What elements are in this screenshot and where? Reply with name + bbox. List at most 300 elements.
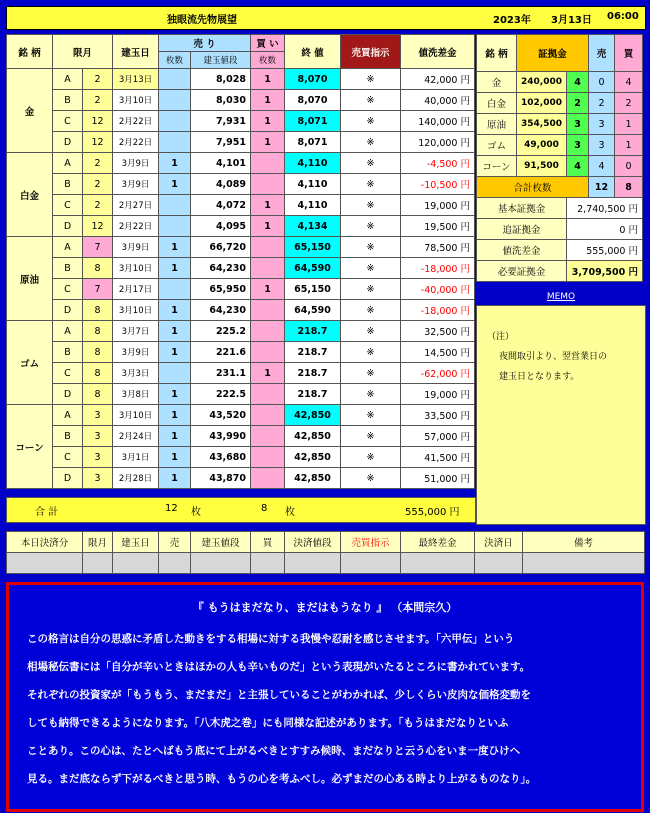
brand-name: 原油 xyxy=(7,237,53,321)
margin-buy: 2 xyxy=(615,93,643,114)
buy-qty xyxy=(251,300,285,321)
settlement-header: 限月 xyxy=(83,532,113,553)
sell-qty xyxy=(159,363,191,384)
memo-label: MEMO xyxy=(546,292,576,302)
contract-code: C xyxy=(53,111,83,132)
side-total-buy: 8 xyxy=(615,177,643,198)
memo-line-1: 夜間取引より、翌営業日の xyxy=(499,352,608,362)
quote-line: 相場秘伝書には「自分が辛いときはほかの人も辛いものだ」という表現がいたるところに書かれています。 xyxy=(27,661,531,673)
close-price: 42,850 xyxy=(285,468,341,489)
summary-value: 0 円 xyxy=(567,219,643,240)
contract-month: 12 xyxy=(83,111,113,132)
contract-code: D xyxy=(53,384,83,405)
settlement-header: 建玉値段 xyxy=(191,532,251,553)
margin-row xyxy=(477,72,643,93)
settlement-cell xyxy=(251,553,285,574)
table-row xyxy=(7,216,475,237)
close-price: 218.7 xyxy=(285,384,341,405)
quote-line: 見る。まだ底ならず下がるべきと思う時、もうの心を考ふべし。必ずまだの心ある時より上がるものなり」。 xyxy=(27,773,537,785)
entry-date: 2月17日 xyxy=(113,279,159,300)
table-row xyxy=(7,69,475,90)
memo-line-2: 建玉日となります。 xyxy=(499,372,580,382)
entry-price: 4,101 xyxy=(191,153,251,174)
contract-month: 2 xyxy=(83,195,113,216)
table-row xyxy=(7,405,475,426)
page-title: 独眼流先物展望 xyxy=(167,15,237,26)
memo-note-title: （注） xyxy=(487,332,515,342)
margin-row xyxy=(477,156,643,177)
buy-qty: 1 xyxy=(251,363,285,384)
settlement-cell xyxy=(401,553,475,574)
close-price: 42,850 xyxy=(285,405,341,426)
settlement-header: 建玉日 xyxy=(113,532,159,553)
contract-month: 7 xyxy=(83,237,113,258)
summary-value: 2,740,500 円 xyxy=(567,198,643,219)
entry-date: 3月10日 xyxy=(113,405,159,426)
trade-instruction: ※ xyxy=(341,426,401,447)
table-row xyxy=(7,237,475,258)
settlement-cell xyxy=(83,553,113,574)
mark-to-market: 14,500 円 xyxy=(401,342,475,363)
margin-count: 4 xyxy=(567,156,589,177)
buy-qty xyxy=(251,468,285,489)
contract-code: A xyxy=(53,69,83,90)
entry-date: 3月10日 xyxy=(113,90,159,111)
sell-qty xyxy=(159,69,191,90)
sell-qty: 1 xyxy=(159,153,191,174)
trade-instruction: ※ xyxy=(341,237,401,258)
summary-label: 値洗差金 xyxy=(477,240,567,261)
settlement-cell xyxy=(191,553,251,574)
table-row xyxy=(7,321,475,342)
close-price: 4,134 xyxy=(285,216,341,237)
entry-date: 2月28日 xyxy=(113,468,159,489)
mark-to-market: 19,000 円 xyxy=(401,384,475,405)
mark-to-market: 40,000 円 xyxy=(401,90,475,111)
close-price: 8,070 xyxy=(285,90,341,111)
close-price: 8,070 xyxy=(285,69,341,90)
summary-value: 3,709,500 円 xyxy=(567,261,643,282)
contract-code: A xyxy=(53,321,83,342)
totals-sell: 12 xyxy=(165,503,178,514)
margin-amount: 240,000 xyxy=(517,72,567,93)
entry-price: 8,030 xyxy=(191,90,251,111)
settlement-table xyxy=(6,531,645,574)
buy-qty: 1 xyxy=(251,69,285,90)
header-buy: 買 い xyxy=(251,35,285,52)
sell-qty xyxy=(159,216,191,237)
margin-count: 2 xyxy=(567,93,589,114)
settlement-cell xyxy=(159,553,191,574)
entry-price: 65,950 xyxy=(191,279,251,300)
trade-instruction: ※ xyxy=(341,69,401,90)
entry-date: 3月9日 xyxy=(113,342,159,363)
side-header-buy: 買 xyxy=(615,35,643,72)
header-price: 建玉値段 xyxy=(191,52,251,69)
mark-to-market: 57,000 円 xyxy=(401,426,475,447)
sell-qty: 1 xyxy=(159,258,191,279)
trade-instruction: ※ xyxy=(341,468,401,489)
margin-amount: 102,000 xyxy=(517,93,567,114)
totals-value: 555,000 円 xyxy=(405,507,460,518)
header-year: 2023年 xyxy=(493,15,531,26)
mark-to-market: 78,500 円 xyxy=(401,237,475,258)
entry-date: 3月10日 xyxy=(113,300,159,321)
entry-date: 3月10日 xyxy=(113,258,159,279)
buy-qty xyxy=(251,384,285,405)
entry-price: 225.2 xyxy=(191,321,251,342)
trade-instruction: ※ xyxy=(341,447,401,468)
header-bar xyxy=(6,6,646,30)
close-price: 8,071 xyxy=(285,111,341,132)
contract-month: 2 xyxy=(83,69,113,90)
sell-qty xyxy=(159,111,191,132)
summary-label: 基本証拠金 xyxy=(477,198,567,219)
entry-price: 222.5 xyxy=(191,384,251,405)
contract-month: 2 xyxy=(83,90,113,111)
table-row xyxy=(7,258,475,279)
buy-qty xyxy=(251,174,285,195)
settlement-header: 本日決済分 xyxy=(7,532,83,553)
margin-brand: 原油 xyxy=(477,114,517,135)
contract-month: 12 xyxy=(83,216,113,237)
margin-row xyxy=(477,135,643,156)
table-row xyxy=(7,426,475,447)
buy-qty: 1 xyxy=(251,111,285,132)
contract-month: 8 xyxy=(83,258,113,279)
sell-qty: 1 xyxy=(159,321,191,342)
totals-sell-unit: 枚 xyxy=(191,507,201,518)
settlement-header: 決済値段 xyxy=(285,532,341,553)
header-buy-qty: 枚数 xyxy=(251,52,285,69)
entry-date: 3月13日 xyxy=(113,69,159,90)
side-header-brand: 銘 柄 xyxy=(477,35,517,72)
entry-date: 2月24日 xyxy=(113,426,159,447)
entry-price: 7,931 xyxy=(191,111,251,132)
entry-price: 7,951 xyxy=(191,132,251,153)
summary-row xyxy=(477,240,643,261)
margin-table xyxy=(476,34,643,282)
margin-brand: ゴム xyxy=(477,135,517,156)
close-price: 4,110 xyxy=(285,174,341,195)
contract-month: 12 xyxy=(83,132,113,153)
margin-row xyxy=(477,93,643,114)
trade-instruction: ※ xyxy=(341,258,401,279)
contract-month: 8 xyxy=(83,363,113,384)
mark-to-market: 140,000 円 xyxy=(401,111,475,132)
sell-qty: 1 xyxy=(159,237,191,258)
side-total-label: 合計枚数 xyxy=(477,177,589,198)
trade-instruction: ※ xyxy=(341,279,401,300)
contract-month: 8 xyxy=(83,300,113,321)
table-row xyxy=(7,111,475,132)
table-row xyxy=(7,174,475,195)
table-row xyxy=(7,363,475,384)
margin-amount: 91,500 xyxy=(517,156,567,177)
mark-to-market: -40,000 円 xyxy=(401,279,475,300)
buy-qty xyxy=(251,237,285,258)
summary-label: 追証拠金 xyxy=(477,219,567,240)
mark-to-market: -18,000 円 xyxy=(401,258,475,279)
trade-instruction: ※ xyxy=(341,90,401,111)
settlement-header: 売 xyxy=(159,532,191,553)
settlement-header: 最終差金 xyxy=(401,532,475,553)
table-row xyxy=(7,132,475,153)
close-price: 218.7 xyxy=(285,363,341,384)
entry-price: 43,990 xyxy=(191,426,251,447)
margin-sell: 4 xyxy=(589,156,615,177)
entry-date: 2月22日 xyxy=(113,111,159,132)
mark-to-market: 33,500 円 xyxy=(401,405,475,426)
sell-qty: 1 xyxy=(159,447,191,468)
buy-qty: 1 xyxy=(251,90,285,111)
buy-qty: 1 xyxy=(251,216,285,237)
trade-instruction: ※ xyxy=(341,321,401,342)
brand-name: 金 xyxy=(7,69,53,153)
contract-code: A xyxy=(53,237,83,258)
entry-price: 4,095 xyxy=(191,216,251,237)
header-time: 06:00 xyxy=(607,11,639,22)
close-price: 8,071 xyxy=(285,132,341,153)
settlement-cell xyxy=(113,553,159,574)
settlement-header: 備考 xyxy=(523,532,645,553)
trade-instruction: ※ xyxy=(341,111,401,132)
summary-row xyxy=(477,261,643,282)
margin-buy: 0 xyxy=(615,156,643,177)
memo-box xyxy=(476,305,646,525)
margin-row xyxy=(477,114,643,135)
buy-qty xyxy=(251,426,285,447)
quote-title: 『 もうはまだなり、まだはもうなり 』 （本間宗久） xyxy=(192,601,458,614)
contract-code: B xyxy=(53,342,83,363)
summary-value: 555,000 円 xyxy=(567,240,643,261)
settlement-cell xyxy=(7,553,83,574)
contract-month: 8 xyxy=(83,384,113,405)
settlement-header: 決済日 xyxy=(475,532,523,553)
buy-qty: 1 xyxy=(251,195,285,216)
table-row xyxy=(7,300,475,321)
quote-line: ことあり。この心は、たとへばもう底にて上がるべきとすすみ候時、まだなりと云う心をいま一度ひけへ xyxy=(27,745,521,757)
contract-code: D xyxy=(53,132,83,153)
table-row xyxy=(7,384,475,405)
contract-month: 2 xyxy=(83,153,113,174)
trade-instruction: ※ xyxy=(341,363,401,384)
margin-brand: コーン xyxy=(477,156,517,177)
quote-line: この格言は自分の思惑に矛盾した動きをする相場に対する我慢や忍耐を感じさせます。「六甲伝」という xyxy=(27,633,515,645)
close-price: 218.7 xyxy=(285,342,341,363)
trade-instruction: ※ xyxy=(341,405,401,426)
header-date: 3月13日 xyxy=(551,15,592,26)
close-price: 64,590 xyxy=(285,300,341,321)
sell-qty: 1 xyxy=(159,405,191,426)
quote-line: しても納得できるようになります。「八木虎之巻」にも同様な記述があります。「もうはまだなりといふ xyxy=(27,717,509,729)
contract-code: A xyxy=(53,153,83,174)
sell-qty xyxy=(159,279,191,300)
margin-brand: 金 xyxy=(477,72,517,93)
sell-qty: 1 xyxy=(159,342,191,363)
side-header-sell: 売 xyxy=(589,35,615,72)
header-month: 限月 xyxy=(53,35,113,69)
brand-name: ゴム xyxy=(7,321,53,405)
entry-date: 2月22日 xyxy=(113,216,159,237)
sell-qty: 1 xyxy=(159,174,191,195)
sell-qty xyxy=(159,90,191,111)
margin-buy: 1 xyxy=(615,135,643,156)
totals-buy: 8 xyxy=(261,503,268,514)
buy-qty: 1 xyxy=(251,132,285,153)
margin-buy: 4 xyxy=(615,72,643,93)
margin-buy: 1 xyxy=(615,114,643,135)
entry-price: 64,230 xyxy=(191,300,251,321)
contract-month: 8 xyxy=(83,342,113,363)
trade-instruction: ※ xyxy=(341,174,401,195)
margin-sell: 2 xyxy=(589,93,615,114)
sell-qty: 1 xyxy=(159,468,191,489)
contract-code: B xyxy=(53,174,83,195)
close-price: 42,850 xyxy=(285,447,341,468)
entry-date: 3月1日 xyxy=(113,447,159,468)
settlement-cell xyxy=(341,553,401,574)
entry-date: 3月7日 xyxy=(113,321,159,342)
entry-date: 3月8日 xyxy=(113,384,159,405)
summary-row xyxy=(477,198,643,219)
trade-instruction: ※ xyxy=(341,216,401,237)
contract-month: 3 xyxy=(83,426,113,447)
margin-brand: 白金 xyxy=(477,93,517,114)
header-sell: 売 り xyxy=(159,35,251,52)
entry-date: 2月22日 xyxy=(113,132,159,153)
margin-amount: 49,000 xyxy=(517,135,567,156)
trade-instruction: ※ xyxy=(341,153,401,174)
contract-code: D xyxy=(53,216,83,237)
header-close: 終 値 xyxy=(285,35,341,69)
sell-qty xyxy=(159,132,191,153)
buy-qty xyxy=(251,447,285,468)
table-row xyxy=(7,468,475,489)
margin-amount: 354,500 xyxy=(517,114,567,135)
trade-instruction: ※ xyxy=(341,132,401,153)
table-row xyxy=(7,90,475,111)
margin-sell: 0 xyxy=(589,72,615,93)
mark-to-market: 19,000 円 xyxy=(401,195,475,216)
close-price: 64,590 xyxy=(285,258,341,279)
contract-code: D xyxy=(53,468,83,489)
mark-to-market: -4,500 円 xyxy=(401,153,475,174)
side-header-margin: 証拠金 xyxy=(517,35,589,72)
buy-qty xyxy=(251,342,285,363)
positions-table xyxy=(6,34,475,489)
entry-price: 4,089 xyxy=(191,174,251,195)
mark-to-market: 120,000 円 xyxy=(401,132,475,153)
mark-to-market: 41,500 円 xyxy=(401,447,475,468)
contract-month: 3 xyxy=(83,405,113,426)
table-row xyxy=(7,447,475,468)
contract-code: A xyxy=(53,405,83,426)
close-price: 65,150 xyxy=(285,237,341,258)
totals-bar xyxy=(6,497,476,523)
totals-buy-unit: 枚 xyxy=(285,507,295,518)
contract-code: B xyxy=(53,426,83,447)
margin-count: 4 xyxy=(567,72,589,93)
contract-code: B xyxy=(53,258,83,279)
totals-label: 合 計 xyxy=(35,507,59,518)
settlement-header: 売買指示 xyxy=(341,532,401,553)
contract-month: 8 xyxy=(83,321,113,342)
buy-qty: 1 xyxy=(251,279,285,300)
buy-qty xyxy=(251,258,285,279)
table-row xyxy=(7,279,475,300)
buy-qty xyxy=(251,153,285,174)
table-row xyxy=(7,342,475,363)
mark-to-market: 51,000 円 xyxy=(401,468,475,489)
header-instruction: 売買指示 xyxy=(341,35,401,69)
entry-price: 43,870 xyxy=(191,468,251,489)
mark-to-market: -18,000 円 xyxy=(401,300,475,321)
contract-code: C xyxy=(53,447,83,468)
brand-name: 白金 xyxy=(7,153,53,237)
contract-month: 2 xyxy=(83,174,113,195)
margin-sell: 3 xyxy=(589,114,615,135)
sell-qty xyxy=(159,195,191,216)
contract-code: C xyxy=(53,195,83,216)
side-total-sell: 12 xyxy=(589,177,615,198)
table-row xyxy=(7,195,475,216)
trade-instruction: ※ xyxy=(341,195,401,216)
entry-price: 43,520 xyxy=(191,405,251,426)
entry-date: 2月27日 xyxy=(113,195,159,216)
sell-qty: 1 xyxy=(159,300,191,321)
settlement-cell xyxy=(475,553,523,574)
header-sell-qty: 枚数 xyxy=(159,52,191,69)
close-price: 65,150 xyxy=(285,279,341,300)
contract-code: C xyxy=(53,363,83,384)
margin-count: 3 xyxy=(567,135,589,156)
contract-month: 7 xyxy=(83,279,113,300)
trade-instruction: ※ xyxy=(341,342,401,363)
mark-to-market: -10,500 円 xyxy=(401,174,475,195)
trade-instruction: ※ xyxy=(341,384,401,405)
summary-label: 必要証拠金 xyxy=(477,261,567,282)
entry-date: 3月9日 xyxy=(113,237,159,258)
mark-to-market: 42,000 円 xyxy=(401,69,475,90)
settlement-cell xyxy=(285,553,341,574)
sell-qty: 1 xyxy=(159,384,191,405)
contract-month: 3 xyxy=(83,447,113,468)
table-row xyxy=(7,153,475,174)
entry-price: 221.6 xyxy=(191,342,251,363)
entry-price: 4,072 xyxy=(191,195,251,216)
entry-price: 43,680 xyxy=(191,447,251,468)
entry-date: 3月9日 xyxy=(113,153,159,174)
brand-name: コーン xyxy=(7,405,53,489)
close-price: 4,110 xyxy=(285,153,341,174)
entry-date: 3月3日 xyxy=(113,363,159,384)
mark-to-market: -62,000 円 xyxy=(401,363,475,384)
entry-date: 3月9日 xyxy=(113,174,159,195)
settlement-cell xyxy=(523,553,645,574)
close-price: 42,850 xyxy=(285,426,341,447)
trade-instruction: ※ xyxy=(341,300,401,321)
sell-qty: 1 xyxy=(159,426,191,447)
close-price: 218.7 xyxy=(285,321,341,342)
summary-row xyxy=(477,219,643,240)
contract-month: 3 xyxy=(83,468,113,489)
margin-sell: 3 xyxy=(589,135,615,156)
entry-price: 66,720 xyxy=(191,237,251,258)
buy-qty xyxy=(251,321,285,342)
quote-box xyxy=(6,582,644,812)
header-diff: 値洗差金 xyxy=(401,35,475,69)
